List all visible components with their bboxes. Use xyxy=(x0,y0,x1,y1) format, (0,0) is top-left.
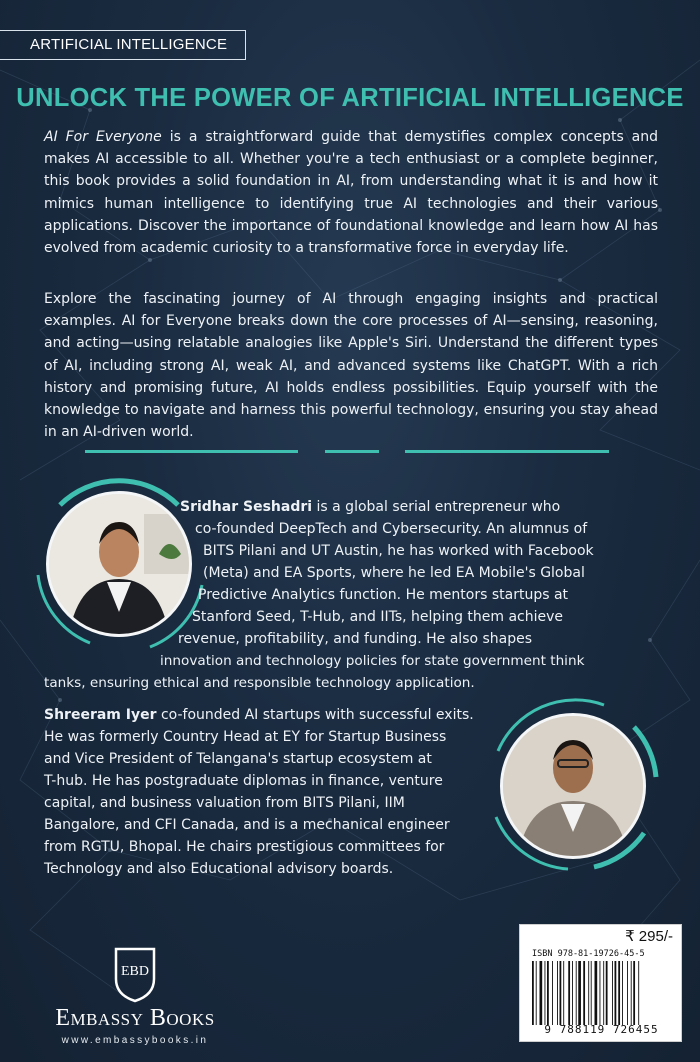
headline: UNLOCK THE POWER OF ARTIFICIAL INTELLIGENCE xyxy=(16,84,684,112)
barcode-bars xyxy=(530,961,674,1025)
barcode-bar xyxy=(595,961,598,1025)
author1-bio-line: Sridhar Seshadri is a global serial entrepreneur who xyxy=(180,499,561,515)
publisher-logo xyxy=(40,945,230,1045)
barcode-bar xyxy=(563,961,564,1025)
barcode-bar xyxy=(552,961,553,1025)
price-label: ₹ 295/- xyxy=(625,928,673,945)
barcode-bar xyxy=(615,961,617,1025)
divider-segment xyxy=(325,450,379,453)
author2-name: Shreeram Iyer xyxy=(44,707,157,723)
author1-bio-line: Predictive Analytics function. He mentors startups at xyxy=(198,587,569,603)
barcode-bar xyxy=(576,961,577,1025)
isbn-label: ISBN 978-81-19726-45-5 xyxy=(532,949,645,959)
barcode-bar xyxy=(618,961,620,1025)
barcode-bar xyxy=(532,961,534,1025)
divider-segment xyxy=(85,450,298,453)
barcode-bar xyxy=(540,961,543,1025)
barcode-bar xyxy=(638,961,639,1025)
publisher-name: Embassy Books xyxy=(55,1005,215,1031)
author1-bio-line: BITS Pilani and UT Austin, he has worked with Facebook xyxy=(203,543,594,559)
author-photo-shreeram xyxy=(500,713,646,859)
barcode-bar xyxy=(631,961,632,1025)
barcode-bar xyxy=(591,961,592,1025)
barcode-number: 9 788119 726455 xyxy=(544,1023,659,1036)
book-title-italic: AI For Everyone xyxy=(44,129,162,145)
author1-bio-line: tanks, ensuring ethical and responsible technology application. xyxy=(44,675,475,691)
divider-segment xyxy=(405,450,609,453)
portrait-illustration xyxy=(49,494,189,634)
barcode-bar xyxy=(627,961,628,1025)
author1-bio-line: Stanford Seed, T-Hub, and IITs, helping them achieve xyxy=(192,609,564,625)
barcode-bar xyxy=(633,961,635,1025)
author-photo-sridhar xyxy=(46,491,192,637)
author1-bio-line: revenue, profitability, and funding. He also shapes xyxy=(178,631,533,647)
author2-bio-line: Bangalore, and CFI Canada, and is a mechanical engineer xyxy=(44,817,450,833)
barcode-bar xyxy=(603,961,604,1025)
portrait-illustration xyxy=(503,716,643,856)
barcode-bar xyxy=(600,961,601,1025)
barcode-bar xyxy=(572,961,573,1025)
barcode-bar xyxy=(588,961,589,1025)
description-paragraph-2: Explore the fascinating journey of AI through engaging insights and practical examples. AI for Everyone breaks down the core processes of AI—sensing, reasoning, and acting—using relatable analogies like Apple's Siri. Understand the different types of AI, including strong AI, weak AI, and advanced systems like ChatGPT. With a rich history and promising future, AI holds endless possibilities. Equip yourself with the knowledge to navigate and harness this powerful technology, ensuring you stay ahead in an AI-driven world. xyxy=(44,291,658,441)
author2-bio-line: capital, and business valuation from BITS Pilani, IIM xyxy=(44,795,405,811)
description-paragraph-1 xyxy=(44,126,658,259)
author2-bio-line: He was formerly Country Head at EY for Startup Business xyxy=(44,729,447,745)
author2-bio-line: Technology and also Educational advisory boards. xyxy=(44,861,394,877)
barcode-bar xyxy=(536,961,537,1025)
barcode-bar xyxy=(568,961,570,1025)
barcode-bar xyxy=(547,961,549,1025)
author2-bio-line: Shreeram Iyer co-founded AI startups with successful exits. xyxy=(44,707,474,723)
author2-bio-line: T-hub. He has postgraduate diplomas in finance, venture xyxy=(44,773,443,789)
category-label: ARTIFICIAL INTELLIGENCE xyxy=(0,30,246,60)
author1-name: Sridhar Seshadri xyxy=(180,499,313,515)
barcode-bar xyxy=(612,961,613,1025)
author1-bio-line: co-founded DeepTech and Cybersecurity. An alumnus of xyxy=(195,521,588,537)
barcode-bar xyxy=(545,961,546,1025)
publisher-emblem-icon xyxy=(112,945,158,1003)
author1-bio-line: (Meta) and EA Sports, where he led EA Mobile's Global xyxy=(203,565,585,581)
barcode-bar xyxy=(622,961,623,1025)
barcode-bar xyxy=(560,961,562,1025)
author2-bio-line: from RGTU, Bhopal. He chairs prestigious committees for xyxy=(44,839,445,855)
barcode-bar xyxy=(557,961,558,1025)
svg-text:EBD: EBD xyxy=(121,964,149,979)
publisher-url: www.embassybooks.in xyxy=(61,1035,209,1046)
barcode-bar xyxy=(606,961,608,1025)
barcode-bar xyxy=(578,961,581,1025)
author1-bio-line: innovation and technology policies for state government think xyxy=(160,653,585,669)
description-paragraph-1-text: is a straightforward guide that demystifies complex concepts and makes AI accessible to all. Whether you're a tech enthusiast or a complete beginner, this book provides a solid foundation in AI, from understanding what it is and how it mimics human intelligence to identifying true AI technologies and their various applications. Discover the importance of foundational knowledge and learn how AI has evolved from academic curiosity to a transformative force in everyday life. xyxy=(44,129,658,257)
barcode-bar xyxy=(583,961,585,1025)
author2-bio-line: and Vice President of Telangana's startup ecosystem at xyxy=(44,751,432,767)
barcode-box xyxy=(519,924,682,1042)
